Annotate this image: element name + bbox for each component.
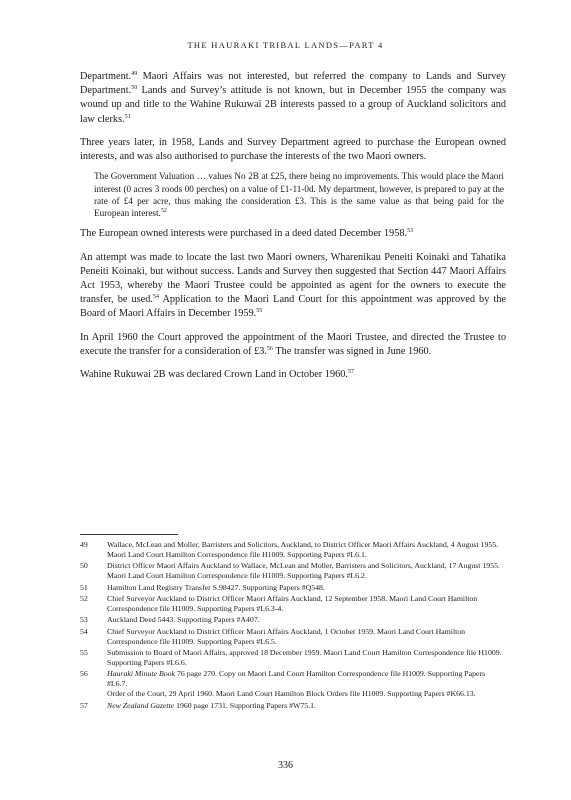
footnote-number: 51 [80, 582, 88, 592]
footnote-text [107, 669, 506, 699]
paragraph-3: The European owned interests were purchased in a deed dated December 1958.53 [80, 228, 414, 240]
footnote-ref-51[interactable]: 51 [124, 113, 131, 120]
footnote-50 [80, 561, 506, 581]
footnote-54 [80, 627, 506, 647]
footnote-number: 52 [80, 594, 88, 604]
footnote-49 [80, 540, 506, 560]
footnote-ref-57[interactable]: 57 [347, 369, 354, 376]
footnote-text: Wallace, McLean and Moller, Barristers and Solicitors, Auckland, to District Officer Maori Affairs Auckland, 4 August 1955. Maori Land Court Hamilton Correspondence file H1009. Supporting Papers #L6.1. [107, 540, 499, 559]
footnote-line: Order of the Court, 29 April 1960. Maori Land Court Hamilton Block Orders file H1009. Supporting Papers #K66.13. [107, 689, 476, 699]
footnote-text: Chief Surveyor Auckland to District Officer Maori Affairs Auckland, 12 September 1958. Maori Land Court Hamilton Correspondence file H1009. Supporting Papers #L6.3-4. [107, 594, 478, 613]
footnote-55 [80, 648, 506, 668]
footnote-text: Submission to Board of Maori Affairs, approved 18 December 1959. Maori Land Court Hamilton Correspondence file H1009. Supporting Papers #L6.6. [107, 648, 502, 667]
footnote-number: 53 [80, 615, 88, 625]
footnote-53 [80, 615, 506, 625]
paragraph-4: An attempt was made to locate the last two Maori owners, Wharenikau Peneiti Koinaki and Tahatika Peneiti Koinaki, but without success. Lands and Survey then suggested that Section 447 Maori Affairs Act 1953, whereby the Maori Trustee could be appointed as agent for the owners to execute the transfer, be used.$^{54}$ Application to the Maori Land Court for this appointment was approved by the Board of Maori Affairs in December 1959.55 [80, 251, 507, 320]
footnote-ref-54[interactable]: 54 [152, 294, 159, 301]
footnote-number: 55 [80, 648, 88, 658]
footnote-text: District Officer Maori Affairs Auckland to Wallace, McLean and Moller, Barristers and Solicitors, Auckland, 17 August 1955. Maori Land Court Hamilton Correspondence file H1009. Supporting Papers #L6.2. [107, 561, 500, 581]
footnote-number: 50 [80, 561, 88, 571]
footnote-56 [80, 669, 506, 699]
footnote-52 [80, 594, 506, 614]
paragraph-6: Wahine Rukuwai 2B was declared Crown Land in October 1960.57 [80, 369, 354, 381]
footnote-number: 54 [80, 626, 88, 636]
footnote-line: Hauraki Minute Book 76 page 270. Copy on Maori Land Court Hamilton Correspondence file H1009. Supporting Papers #L6.7. [107, 669, 486, 689]
footnote-number: 49 [80, 540, 88, 549]
footnote-ref-49[interactable]: 49 [131, 71, 138, 77]
page-number: 336 [278, 760, 293, 771]
footnote-number: 56 [80, 669, 88, 679]
footnote-ref-50[interactable]: 50 [131, 85, 138, 92]
footnote-ref-56[interactable]: 56 [266, 345, 273, 352]
footnote-51 [80, 583, 506, 593]
block-quote: The Government Valuation … values No 2B at £25, there being no improvements. This would place the Maori interest (0 acres 3 roods 00 perches) on a value of £1-11-0d. My department, however, is prepared to pay at the rate of £4 per acre, thus making the consideration £3. This is the same value as that being paid for the European interest.$^{52}$ [94, 171, 504, 219]
paragraph-2: Three years later, in 1958, Lands and Survey Department agreed to purchase the European owned interests, and was also authorised to purchase the interests of the two Maori owners. [80, 136, 506, 163]
footnote-text: Hamilton Land Registry Transfer S.98427. Supporting Papers #Q548. [107, 582, 325, 592]
body-text [80, 70, 506, 391]
publication-title: New Zealand Gazette [107, 700, 175, 710]
footnote-text: Chief Surveyor Auckland to District Officer Maori Affairs Auckland, 1 October 1959. Maori Land Court Hamilton Correspondence file H1009. Supporting Papers #L6.5. [107, 626, 466, 646]
footnote-57 [80, 701, 506, 711]
footnotes [80, 540, 506, 712]
footnote-text: New Zealand Gazette 1960 page 1731. Supporting Papers #W75.1. [107, 700, 316, 710]
footnote-number: 57 [80, 700, 88, 710]
footnote-ref-52[interactable]: 52 [160, 208, 167, 215]
running-header: THE HAURAKI TRIBAL LANDS—PART 4 [187, 40, 384, 50]
paragraph-5: In April 1960 the Court approved the appointment of the Maori Trustee, and directed the Trustee to execute the transfer for a consideration of £3.56 The transfer was signed in June 1960. [80, 331, 506, 357]
paragraph-1: Department.$^{49}$ Maori Affairs was not interested, but referred the company to Lands and Survey Department.$^{50}$ Lands and Survey’s attitude is not known, but in December 1955 the company was wound up and title to the Wahine Rukuwai 2B interests passed to a group of Auckland solicitors and law clerks.$^{51}$ [80, 71, 506, 125]
footnote-text: Auckland Deed 5443. Supporting Papers #A407. [107, 615, 260, 625]
footnote-ref-53[interactable]: 53 [407, 228, 414, 235]
footnote-ref-55[interactable]: 55 [256, 308, 263, 315]
footnote-separator [80, 534, 178, 535]
publication-title: Hauraki Minute Book [107, 669, 175, 679]
